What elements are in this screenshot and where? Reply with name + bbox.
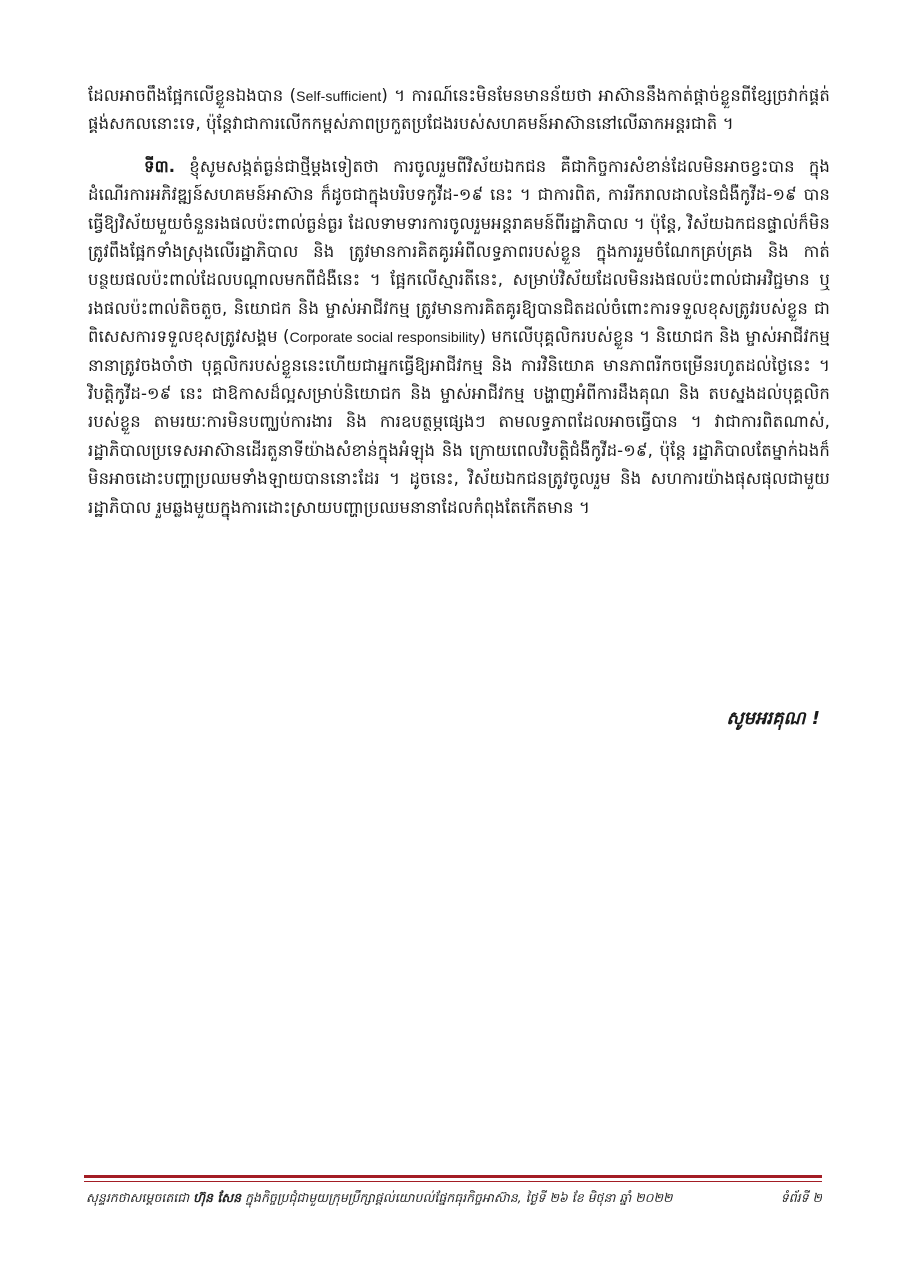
footer-prefix: សុន្ទរកថាសម្ដេចតេជោ [86, 1190, 194, 1205]
paragraph-2-lead: ទី៣. [144, 156, 176, 176]
paragraph-1-term: Self-sufficient [296, 88, 382, 104]
paragraph-2-term: Corporate social responsibility [289, 329, 480, 346]
footer-rule-thin [84, 1181, 822, 1182]
footer-rule-thick [84, 1175, 822, 1178]
paragraph-1 [88, 82, 830, 139]
page-footer [86, 1190, 822, 1209]
paragraph-2 [88, 153, 830, 522]
paragraph-2-text-a: ខ្ញុំសូមសង្កត់ធ្ងន់ជាថ្មីម្ដងទៀតថា ការចូលរួមពីវិស័យឯកជន គឺជាកិច្ចការសំខាន់ដែលមិនអាចខ្វះបាន ក្នុងដំណើរការអភិវឌ្ឍន៍សហគមន៍អាស៊ាន ក៏ដូចជាក្នុងបរិបទកូវីដ-១៩ នេះ ។ ជាការពិត, ការរីករាលដាលនៃជំងឺកូវីដ-១៩ បានធ្វើឱ្យវិស័យមួយចំនួនរងផលប៉ះពាល់ធ្ងន់ធ្ងរ ដែលទាមទារការចូលរួមអន្តរាគមន៍ពីរដ្ឋាភិបាល ។ ប៉ុន្តែ, វិស័យឯកជនផ្ទាល់ក៏មិនត្រូវពឹងផ្អែកទាំងស្រុងលើរដ្ឋាភិបាល និង ត្រូវមានការគិតគូរអំពីលទ្ធភាពរបស់ខ្លួន ក្នុងការរួមចំណែកគ្រប់គ្រង និង កាត់បន្ថយផលប៉ះពាល់ដែលបណ្ដាលមកពីជំងឺនេះ ។ ផ្អែកលើស្មារតីនេះ, សម្រាប់វិស័យដែលមិនរងផលប៉ះពាល់ជាអវិជ្ជមាន ឬ រងផលប៉ះពាល់តិចតួច, និយោជក និង ម្ចាស់អាជីវកម្ម ត្រូវមានការគិតគូរឱ្យបានជិតដល់ចំពោះការទទួលខុសត្រូវរបស់ខ្លួន ជាពិសេសការទទួលខុសត្រូវសង្គម ( [88, 156, 830, 347]
footer-suffix: ក្នុងកិច្ចប្រជុំជាមួយក្រុមប្រឹក្សាផ្ដល់យោបល់ផ្នែកធុរកិច្ចអាស៊ាន, ថ្ងៃទី ២៦ ខែ មិថុនា ឆ្នាំ ២០២២ [241, 1190, 673, 1205]
paragraph-1-text-b: ) ។ ការណ៍នេះមិនមែនមានន័យថា អាស៊ាននឹងកាត់ផ្ដាច់ខ្លួនពីខ្សែច្រវាក់ផ្គត់ផ្គង់សកលនោះទេ, ប៉ុន្តែវាជាការលើកកម្ពស់ភាពប្រកួតប្រជែងរបស់សហគមន៍អាស៊ាននៅលើឆាកអន្តរជាតិ ។ [88, 86, 830, 134]
page-number: ទំព័រទី ២ [780, 1190, 822, 1205]
body-text [88, 82, 830, 536]
closing-thanks: សូមអរគុណ ! [726, 708, 820, 729]
paragraph-2-text-b: ) មកលើបុគ្គលិករបស់ខ្លួន ។ និយោជក និង ម្ចាស់អាជីវកម្មនានាត្រូវចងចាំថា បុគ្គលិករបស់ខ្លួននេះហើយជាអ្នកធ្វើឱ្យអាជីវកម្ម និង ការវិនិយោគ មានភាពរីកចម្រើនរហូតដល់ថ្ងៃនេះ ។ វិបត្តិកូវីដ-១៩ នេះ ជាឱកាសដ៏ល្អសម្រាប់និយោជក និង ម្ចាស់អាជីវកម្ម បង្ហាញអំពីការដឹងគុណ និង តបស្នងដល់បុគ្គលិករបស់ខ្លួន តាមរយៈការមិនបញ្ឈប់ការងារ និង ការឧបត្ថម្ភផ្សេងៗ តាមលទ្ធភាពដែលអាចធ្វើបាន ។ វាជាការពិតណាស់, រដ្ឋាភិបាលប្រទេសអាស៊ានដើរតួនាទីយ៉ាងសំខាន់ក្នុងអំឡុង និង ក្រោយពេលវិបត្តិជំងឺកូវីដ-១៩, ប៉ុន្តែ រដ្ឋាភិបាលតែម្នាក់ឯងក៏មិនអាចដោះបញ្ហាប្រឈមទាំងឡាយបាននោះដែរ ។ ដូចនេះ, វិស័យឯកជនត្រូវចូលរួម និង សហការយ៉ាងផុសផុលជាមួយរដ្ឋាភិបាល រួមឆ្លងមួយក្នុងការដោះស្រាយបញ្ហាប្រឈមនានាដែលកំពុងតែកើតមាន ។ [88, 327, 830, 517]
paragraph-1-text-a: ដែលអាចពឹងផ្អែកលើខ្លួនឯងបាន ( [88, 86, 297, 105]
footer-speaker-name: ហ៊ុន សែន [193, 1190, 242, 1205]
